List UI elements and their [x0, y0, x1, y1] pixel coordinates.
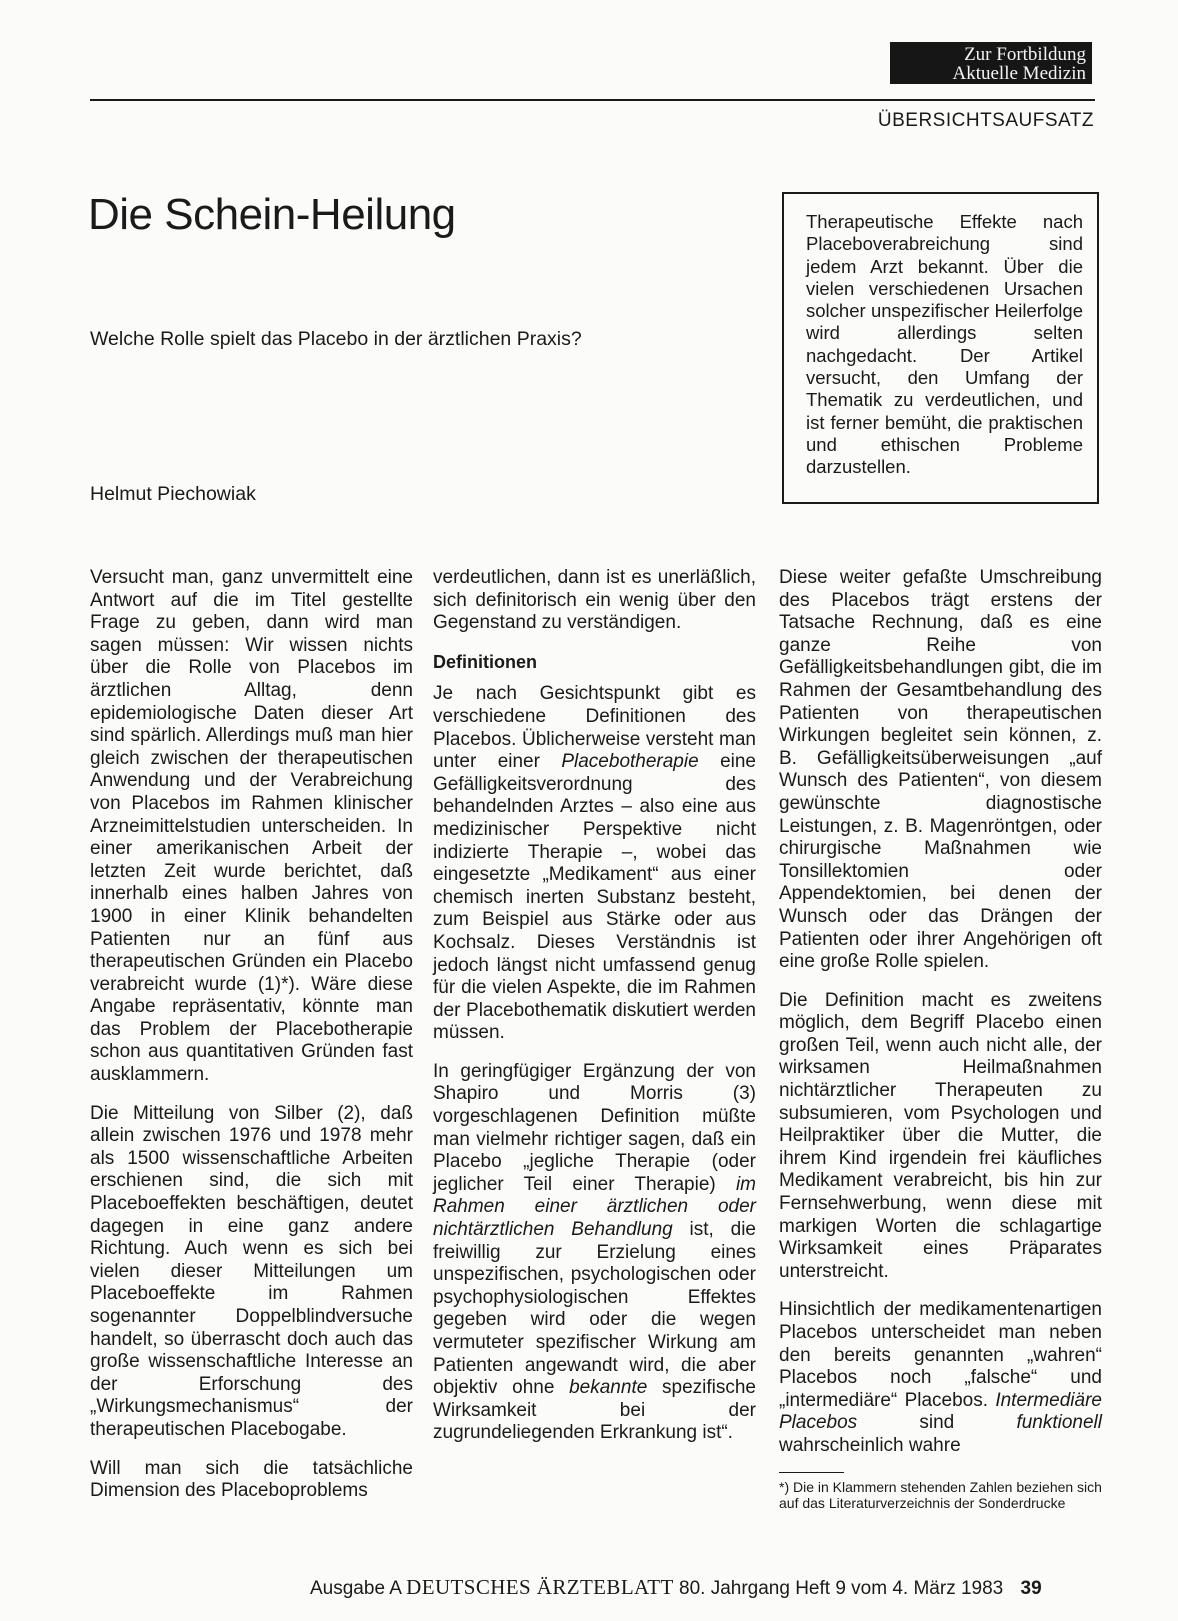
paragraph: Je nach Gesichtspunkt gibt es verschiedene Definitionen des Placebos. Üblicherweise versteht man unter einer Placebotherapie eine Gefälligkeitsverordnung des behandelnden Arztes – also eine aus medizinischer Perspektive nicht indizierte Therapie –, wobei das eingesetzte „Medikament“ aus einer chemisch inerten Substanz besteht, zum Beispiel aus Stärke oder aus Kochsalz. Dieses Verständnis ist jedoch längst nicht umfassend genug für die vielen Aspekte, die im Rahmen der Placebothematik diskutiert werden müssen. [433, 683, 756, 1044]
section-tag [890, 42, 1092, 84]
column-2 [433, 567, 756, 1461]
paragraph: In geringfügiger Ergänzung der von Shapiro und Morris (3) vorgeschlagenen Definition müßte man vielmehr richtiger sagen, daß ein Placebo „jegliche Therapie (oder jeglicher Teil einer Therapie) im Rahmen einer ärztlichen oder nichtärztlichen Behandlung ist, die freiwillig zur Erzielung eines unspezifischen, psychologischen oder psychophysiologischen Effektes gegeben wird oder die wegen vermuteter spezifischer Wirkung am Patienten angewandt wird, die aber objektiv ohne bekannte spezifische Wirksamkeit bei der zugrundeliegenden Erkrankung ist“. [433, 1060, 756, 1444]
article-title: Die Schein-Heilung [88, 190, 456, 239]
paragraph: Die Mitteilung von Silber (2), daß allein zwischen 1976 und 1978 mehr als 1500 wissenschaftliche Arbeiten erschienen sind, die sich mit Placeboeffekten beschäftigen, deutet dagegen in eine ganz andere Richtung. Auch wenn es sich bei vielen dieser Mitteilungen um Placeboeffekte im Rahmen sogenannter Doppelblindversuche handelt, so überrascht doch auch das große wissenschaftliche Interesse an der Erforschung des „Wirkungsmechanismus“ der therapeutischen Placebogabe. [90, 1102, 413, 1440]
section-tag-line-1: Zur Fortbildung [964, 44, 1086, 65]
paragraph: Hinsichtlich der medikamentenartigen Placebos unterscheidet man neben den bereits genannten „wahren“ Placebos noch „falsche“ und „intermediäre“ Placebos. Intermediäre Placebos sind funktionell wahrscheinlich wahre [779, 1299, 1102, 1456]
footer-edition: Ausgabe A [310, 1578, 401, 1599]
footer-magazine: DEUTSCHES ÄRZTEBLATT [406, 1575, 674, 1599]
footnote: *) Die in Klammern stehenden Zahlen beziehen sich auf das Literaturverzeichnis der Sonderdrucke [779, 1478, 1102, 1511]
article-subtitle: Welche Rolle spielt das Placebo in der ärztlichen Praxis? [90, 328, 582, 350]
paragraph: Diese weiter gefaßte Umschreibung des Placebos trägt erstens der Tatsache Rechnung, daß es eine ganze Reihe von Gefälligkeitsbehandlungen gibt, die im Rahmen der Gesamtbehandlung des Patienten von therapeutischen Wirkungen begleitet sein können, z. B. Gefälligkeitsüberweisungen „auf Wunsch des Patienten“, von diesem gewünschte diagnostische Leistungen, z. B. Magenröntgen, oder chirurgische Maßnahmen wie Tonsillektomien oder Appendektomien, bei denen der Wunsch oder das Drängen der Patienten oder ihrer Angehörigen oft eine große Rolle spielen. [779, 567, 1102, 973]
column-3 [779, 567, 1102, 1511]
paragraph: Die Definition macht es zweitens möglich, dem Begriff Placebo einen großen Teil, wenn auch nicht alle, der wirksamen Heilmaßnahmen nichtärztlicher Therapeuten zu subsumieren, vom Psychologen und Heilpraktiker über die Mutter, die ihrem Kind irgendein frei käufliches Medikament verabreicht, bis hin zur Fernsehwerbung, wenn diese mit markigen Worten die schlagartige Wirksamkeit eines Präparates unterstreicht. [779, 989, 1102, 1282]
section-label: ÜBERSICHTSAUFSATZ [877, 110, 1094, 131]
abstract-text: Therapeutische Effekte nach Placeboverabreichung sind jedem Arzt bekannt. Über die vielen verschiedenen Ursachen solcher unspezifischer Heilerfolge wird allerdings selten nachgedacht. Der Artikel versucht, den Umfang der Thematik zu verdeutlichen, und ist ferner bemüht, die praktischen und ethischen Probleme darzustellen. [806, 211, 1083, 478]
footer-issue: 80. Jahrgang Heft 9 vom 4. März 1983 [679, 1578, 1004, 1599]
page-number: 39 [1020, 1578, 1042, 1599]
paragraph: Will man sich die tatsächliche Dimension des Placeboproblems [90, 1457, 413, 1502]
paragraph: verdeutlichen, dann ist es unerläßlich, sich definitorisch ein wenig über den Gegenstand zu verständigen. [433, 567, 756, 634]
section-heading: Definitionen [433, 651, 537, 672]
header-rule [90, 99, 1095, 101]
paragraph: Versucht man, ganz unvermittelt eine Antwort auf die im Titel gestellte Frage zu geben, dann wird man sagen müssen: Wir wissen nichts über die Rolle von Placebos im ärztlichen Alltag, denn epidemiologische Daten dieser Art sind spärlich. Allerdings muß man hier gleich zwischen der therapeutischen Anwendung und der Verabreichung von Placebos im Rahmen klinischer Arzneimittelstudien unterscheiden. In einer amerikanischen Arbeit der letzten Zeit wurde berichtet, daß innerhalb eines halben Jahres von 1900 in einer Klinik behandelten Patienten nur an fünf aus therapeutischen Gründen ein Placebo verabreicht wurde (1)*). Wäre diese Angabe repräsentativ, könnte man das Problem der Placebotherapie schon aus quantitativen Gründen fast ausklammern. [90, 567, 413, 1086]
footnote-rule [779, 1472, 844, 1473]
page-footer [310, 1575, 1042, 1600]
abstract-box [782, 192, 1099, 504]
article-author: Helmut Piechowiak [90, 483, 256, 505]
column-1 [90, 567, 413, 1519]
section-tag-line-2: Aktuelle Medizin [952, 63, 1086, 84]
